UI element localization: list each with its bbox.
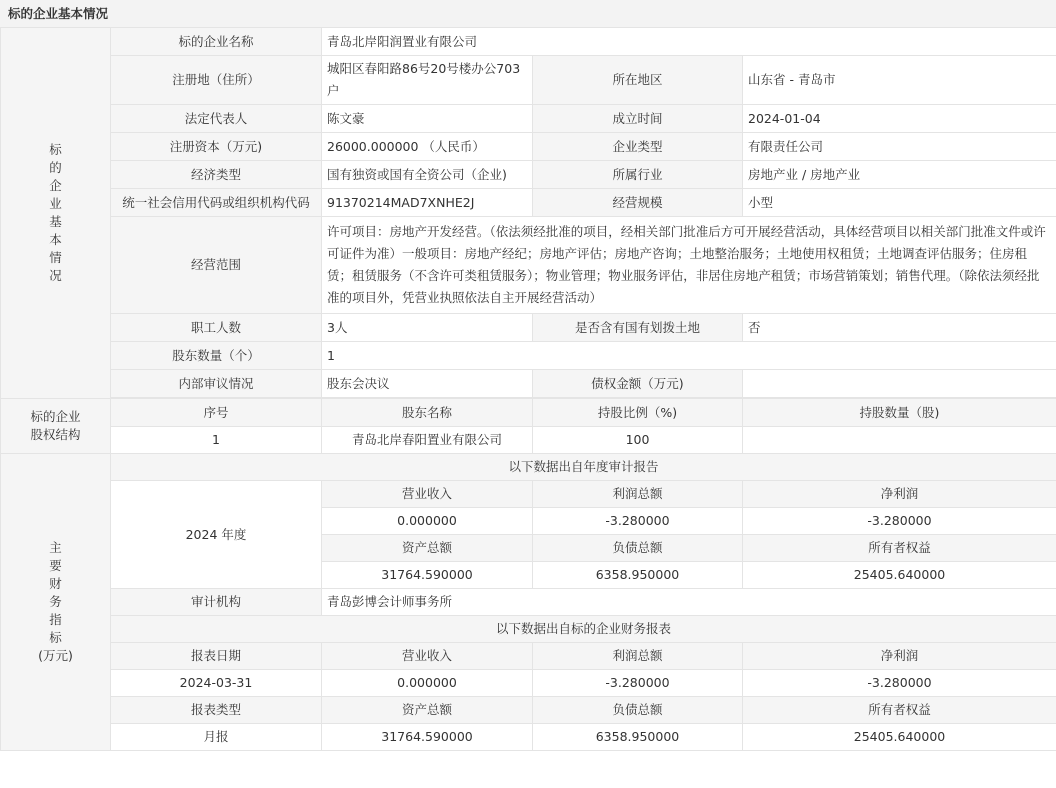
equity-header-name: 股东名称 [322,399,533,427]
report-liabilities: 6358.950000 [533,724,743,751]
econ-type: 国有独资或国有全资公司（企业) [322,161,533,189]
equity-header-ratio: 持股比例（%) [533,399,743,427]
basic-section-label: 标 的 企 业 基 本 情 况 [1,28,111,399]
equity-header-shares: 持股数量（股) [743,399,1056,427]
report-header-assets: 资产总额 [322,697,533,724]
industry-label: 所属行业 [533,161,743,189]
audit-revenue: 0.000000 [322,508,533,535]
reg-capital-label: 注册资本（万元) [111,133,322,161]
region-label: 所在地区 [533,56,743,105]
audit-assets: 31764.590000 [322,562,533,589]
company-name: 青岛北岸阳润置业有限公司 [322,28,1056,56]
report-net-profit: -3.280000 [743,670,1056,697]
report-profit: -3.280000 [533,670,743,697]
report-header-date: 报表日期 [111,643,322,670]
equity-row-no: 1 [111,427,322,454]
reg-capital: 26000.000000 （人民币） [322,133,533,161]
audit-liabilities: 6358.950000 [533,562,743,589]
audit-header-assets: 资产总额 [322,535,533,562]
land-label: 是否含有国有划拨土地 [533,314,743,342]
report-revenue: 0.000000 [322,670,533,697]
employees: 3人 [322,314,533,342]
audit-header-liabilities: 负债总额 [533,535,743,562]
info-table [0,27,1056,751]
audit-header-net-profit: 净利润 [743,481,1056,508]
audit-net-profit: -3.280000 [743,508,1056,535]
equity-row-shares [743,427,1056,454]
report-header-equity: 所有者权益 [743,697,1056,724]
legal-rep: 陈文豪 [322,105,533,133]
region: 山东省 - 青岛市 [743,56,1056,105]
company-type: 有限责任公司 [743,133,1056,161]
report-header-profit: 利润总额 [533,643,743,670]
report-header-liabilities: 负债总额 [533,697,743,724]
report-date: 2024-03-31 [111,670,322,697]
reg-address: 城阳区春阳路86号20号楼办公703户 [322,56,533,105]
audit-equity: 25405.640000 [743,562,1056,589]
audit-profit: -3.280000 [533,508,743,535]
company-type-label: 企业类型 [533,133,743,161]
land: 否 [743,314,1056,342]
debt-label: 债权金额（万元) [533,370,743,398]
company-name-label: 标的企业名称 [111,28,322,56]
report-type: 月报 [111,724,322,751]
audit-header-revenue: 营业收入 [322,481,533,508]
table-row [1,427,1056,454]
employees-label: 职工人数 [111,314,322,342]
reg-address-label: 注册地（住所） [111,56,322,105]
equity-row-ratio: 100 [533,427,743,454]
report-header-type: 报表类型 [111,697,322,724]
auditor: 青岛彭博会计师事务所 [322,589,1056,616]
equity-section-label: 标的企业 股权结构 [1,399,111,454]
scale-label: 经营规模 [533,189,743,217]
founded: 2024-01-04 [743,105,1056,133]
report-title: 以下数据出自标的企业财务报表 [111,616,1056,643]
report-header-revenue: 营业收入 [322,643,533,670]
report-equity: 25405.640000 [743,724,1056,751]
equity-header-no: 序号 [111,399,322,427]
audit-header-equity: 所有者权益 [743,535,1056,562]
shareholder-count: 1 [322,342,1056,370]
audit-title: 以下数据出自年度审计报告 [111,454,1056,481]
audit-year: 2024 年度 [111,481,322,589]
report-header-net-profit: 净利润 [743,643,1056,670]
audit-header-profit: 利润总额 [533,481,743,508]
business-scope: 许可项目：房地产开发经营。（依法须经批准的项目，经相关部门批准后方可开展经营活动，具体经营项目以相关部门批准文件或许可证件为准）一般项目：房地产经纪；房地产评估；房地产咨询；土地整治服务；土地使用权租赁；土地调查评估服务；住房租赁；租赁服务（不含许可类租赁服务）；物业管理；物业服务评估，非居住房地产租赁；市场营销策划；销售代理。（除依法须经批准的项目外，凭营业执照依法自主开展经营活动） [322,217,1056,314]
scope-label: 经营范围 [111,217,322,314]
credit-code: 91370214MAD7XNHE2J [322,189,533,217]
econ-type-label: 经济类型 [111,161,322,189]
section-header: 标的企业基本情况 [0,0,1056,28]
credit-code-label: 统一社会信用代码或组织机构代码 [111,189,322,217]
approval-label: 内部审议情况 [111,370,322,398]
auditor-label: 审计机构 [111,589,322,616]
report-assets: 31764.590000 [322,724,533,751]
finance-section-label: 主 要 财 务 指 标 (万元) [1,454,111,751]
industry: 房地产业 / 房地产业 [743,161,1056,189]
shareholder-count-label: 股东数量（个） [111,342,322,370]
approval: 股东会决议 [322,370,533,398]
equity-row-name: 青岛北岸春阳置业有限公司 [322,427,533,454]
scale: 小型 [743,189,1056,217]
founded-label: 成立时间 [533,105,743,133]
debt [743,370,1056,398]
legal-rep-label: 法定代表人 [111,105,322,133]
